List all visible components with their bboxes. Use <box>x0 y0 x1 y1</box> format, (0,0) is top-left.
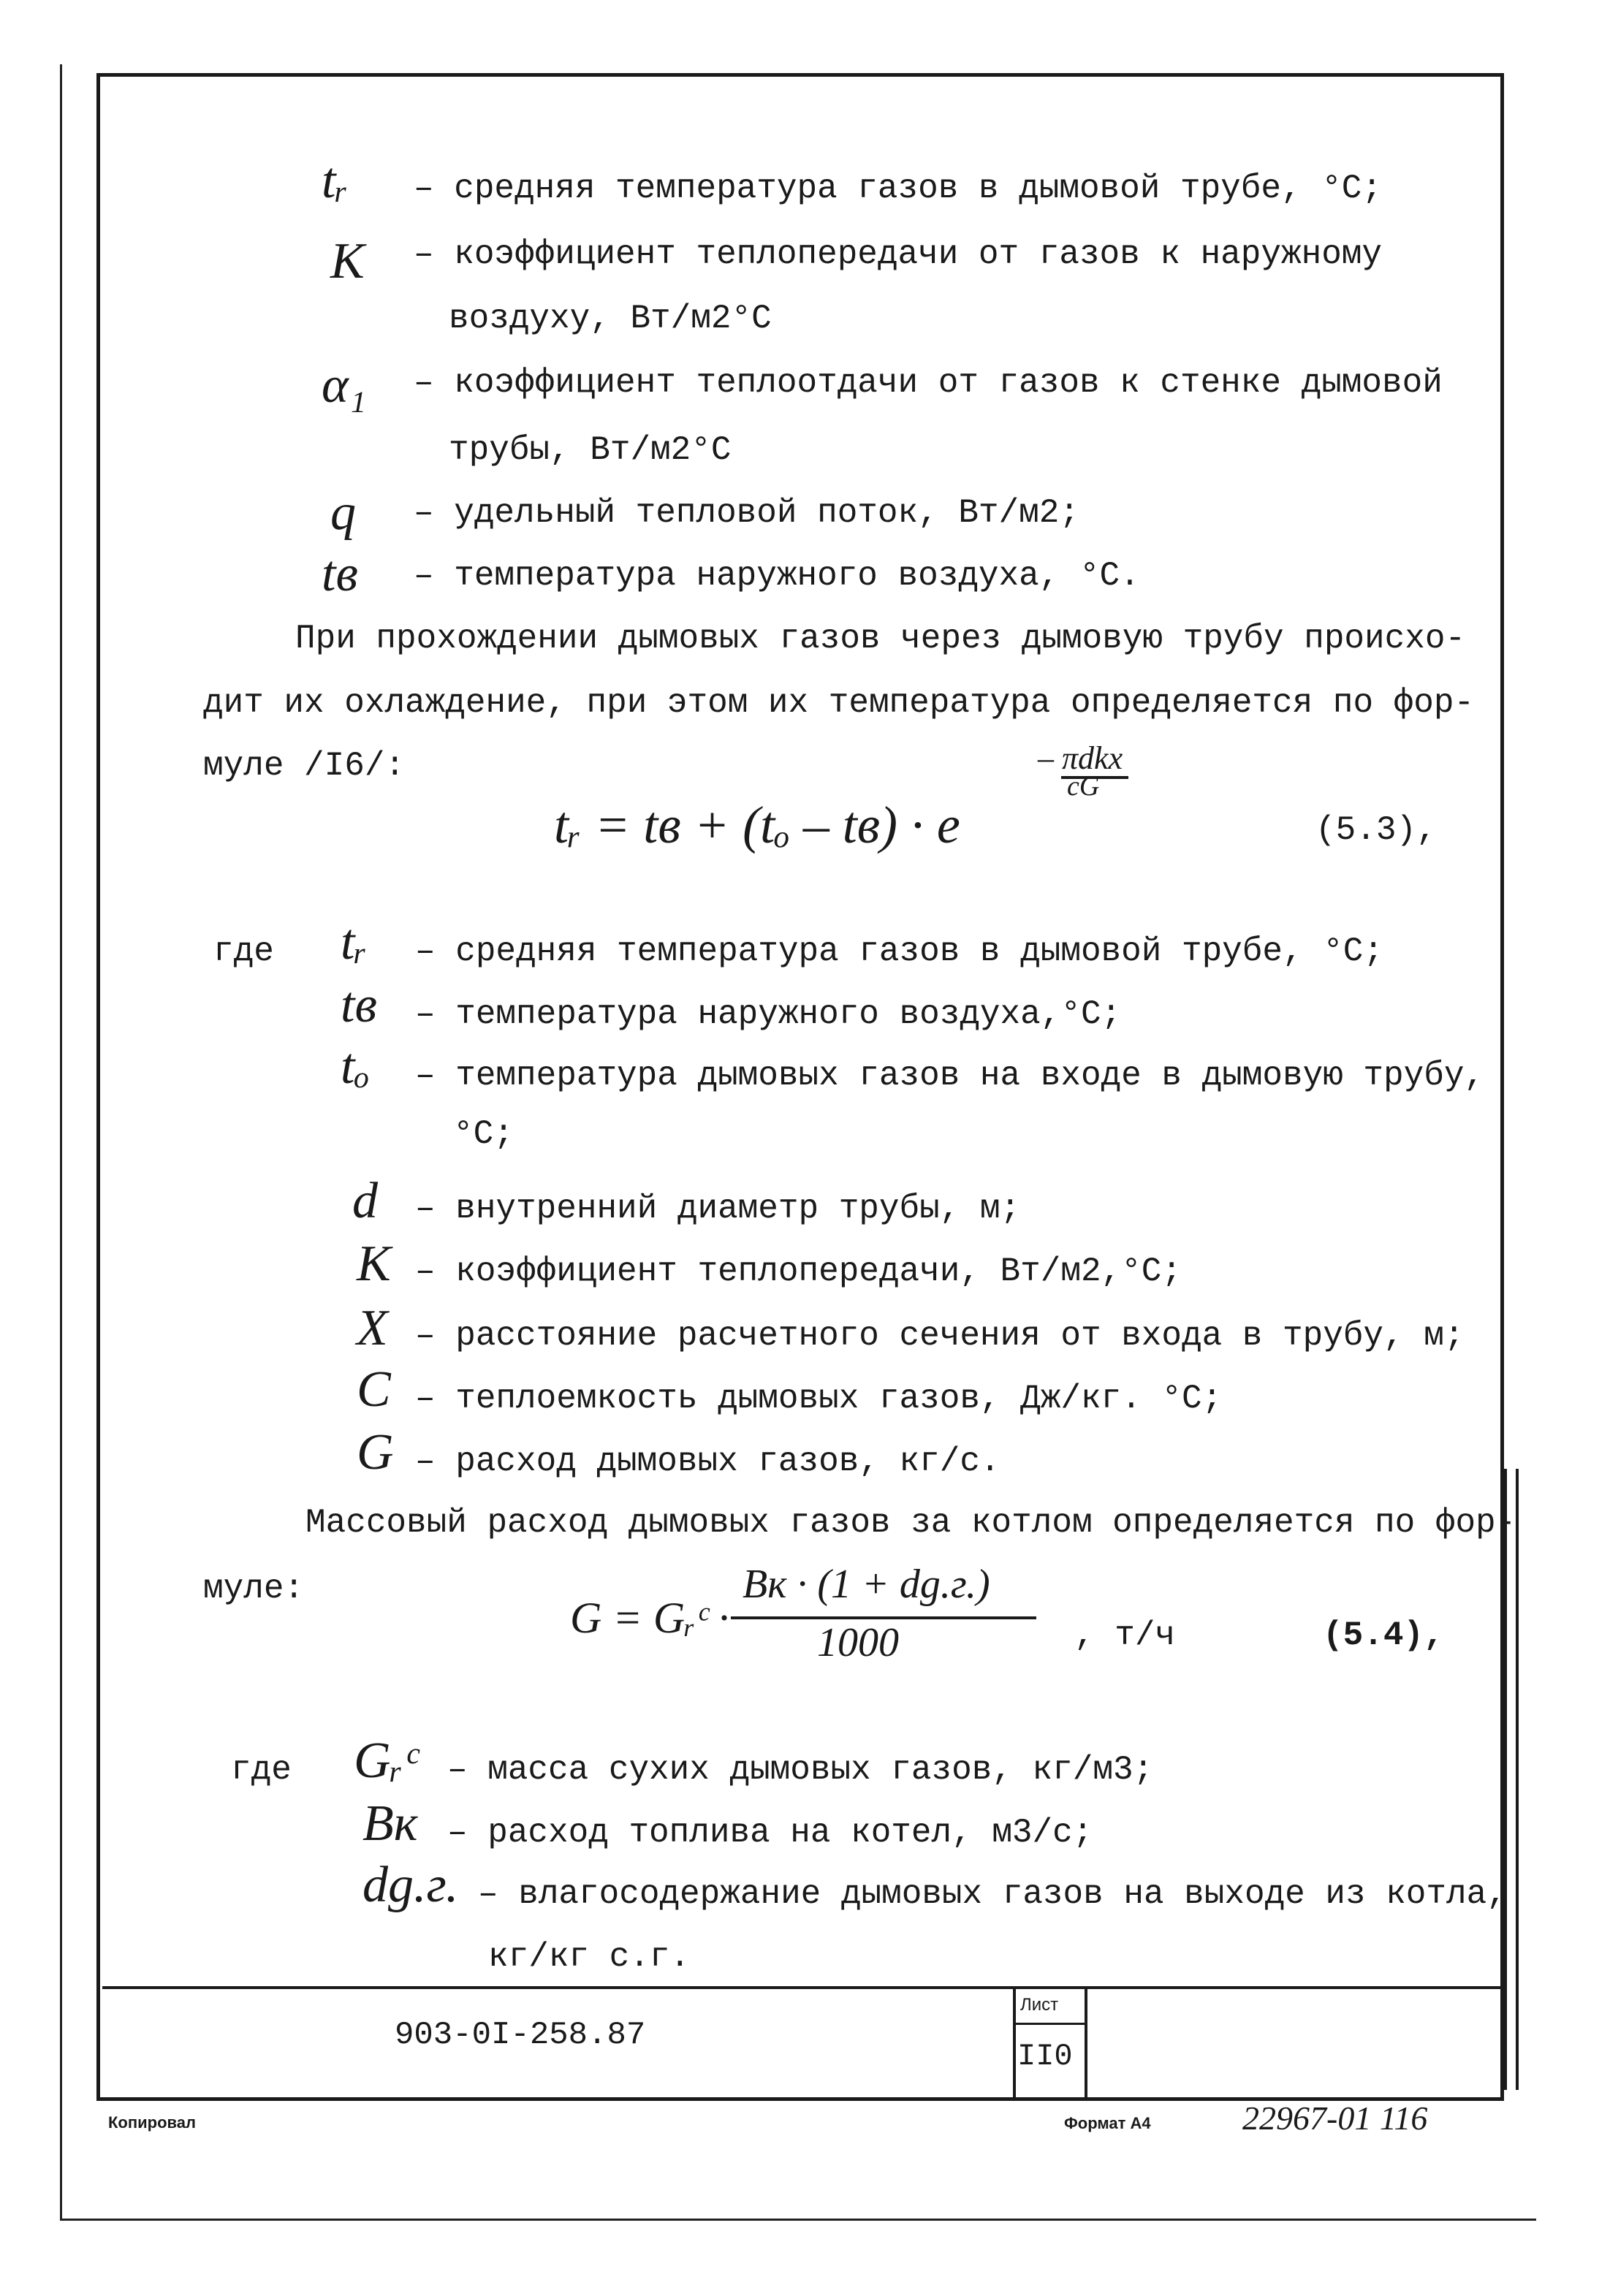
stamp-top-line <box>102 1986 1503 1989</box>
symbol-c: С <box>357 1361 391 1418</box>
definition-text: – теплоемкость дымовых газов, Дж/кг. °С; <box>415 1380 1223 1418</box>
paragraph-line: муле /I6/: <box>203 747 406 785</box>
footer-format-label: Формат А4 <box>1064 2114 1151 2132</box>
symbol-q: q <box>330 484 356 541</box>
definition-text: – расстояние расчетного сечения от входа в трубу, м; <box>415 1317 1465 1355</box>
formula-5-3-number: (5.3), <box>1315 811 1437 849</box>
symbol-tr: tᵣ <box>322 153 349 209</box>
symbol-dgr: dg.г. <box>362 1857 459 1913</box>
formula-5-4-lhs: G = Gᵣᶜ · <box>570 1594 729 1642</box>
footer-handwritten-number: 22967-01 116 <box>1242 2099 1428 2137</box>
definition-text: – средняя температура газов в дымовой трубе, °С; <box>414 170 1383 208</box>
symbol-tv: tв <box>322 546 358 602</box>
outer-frame-bottom <box>60 2219 1536 2221</box>
document-code: 903-0I-258.87 <box>395 2017 646 2053</box>
symbol-g: G <box>357 1424 394 1480</box>
definition-text: кг/кг с.г. <box>488 1938 691 1976</box>
definition-text: – температура наружного воздуха, °С. <box>414 557 1140 595</box>
where-label: где <box>231 1751 292 1789</box>
definition-text: – расход дымовых газов, кг/с. <box>415 1442 1000 1480</box>
formula-5-4-number: (5.4), <box>1323 1616 1444 1654</box>
formula-5-3-main: tᵣ = tв + (tₒ – tв) · e <box>554 796 960 854</box>
definition-text: – коэффициент теплопередачи, Вт/м2,°С; <box>415 1252 1182 1290</box>
definition-text: воздуху, Вт/м2°С <box>449 300 772 338</box>
symbol-bk: Bк <box>362 1795 418 1852</box>
symbol-alpha1: α₁ <box>322 357 367 414</box>
outer-frame-left <box>60 64 62 2220</box>
definition-text: – влагосодержание дымовых газов на выходе из котла, <box>478 1875 1507 1913</box>
definition-text: – температура дымовых газов на входе в дымовую трубу, <box>415 1057 1485 1095</box>
symbol-t0: tₒ <box>341 1038 370 1095</box>
symbol-d: d <box>352 1173 378 1229</box>
where-label: где <box>213 932 274 970</box>
paragraph-line: муле: <box>203 1570 305 1608</box>
symbol-x: Х <box>357 1300 388 1356</box>
formula-5-4-denominator: 1000 <box>817 1620 899 1665</box>
definition-text: – коэффициент теплопередачи от газов к наружному <box>414 235 1383 273</box>
definition-text: – расход топлива на котел, м3/с; <box>447 1814 1093 1852</box>
symbol-tv: tв <box>341 977 377 1033</box>
formula-5-4-unit: , т/ч <box>1074 1616 1176 1654</box>
definition-text: °С; <box>453 1115 514 1153</box>
formula-5-4-numerator: Bк · (1 + dg.г.) <box>743 1562 990 1607</box>
sheet-label: Лист <box>1020 1995 1059 2015</box>
definition-text: – масса сухих дымовых газов, кг/м3; <box>447 1751 1154 1789</box>
symbol-gr-c: Gᵣᶜ <box>354 1733 417 1789</box>
definition-text: трубы, Вт/м2°С <box>449 431 732 469</box>
formula-5-3-exponent-numerator: – πdkx <box>1038 740 1123 776</box>
symbol-tr: tᵣ <box>341 914 368 970</box>
symbol-k: К <box>330 233 365 289</box>
paragraph-line: При прохождении дымовых газов через дымовую трубу происхо- <box>295 620 1466 658</box>
footer-copied-label: Копировал <box>108 2113 197 2132</box>
definition-text: – температура наружного воздуха,°С; <box>415 995 1122 1033</box>
paragraph-line: дит их охлаждение, при этом их температура определяется по фор- <box>203 684 1475 722</box>
definition-text: – удельный тепловой поток, Вт/м2; <box>414 494 1079 532</box>
definition-text: – внутренний диаметр трубы, м; <box>415 1190 1021 1228</box>
formula-5-3-exponent-denominator: cG <box>1067 771 1100 802</box>
side-margin-marks <box>1504 1469 1519 2090</box>
definition-text: – средняя температура газов в дымовой трубе, °С; <box>415 932 1384 970</box>
paragraph-line: Массовый расход дымовых газов за котлом определяется по фор- <box>305 1504 1516 1542</box>
definition-text: – коэффициент теплоотдачи от газов к стенке дымовой <box>414 364 1443 402</box>
sheet-number: II0 <box>1017 2039 1073 2074</box>
symbol-k: К <box>357 1236 391 1292</box>
